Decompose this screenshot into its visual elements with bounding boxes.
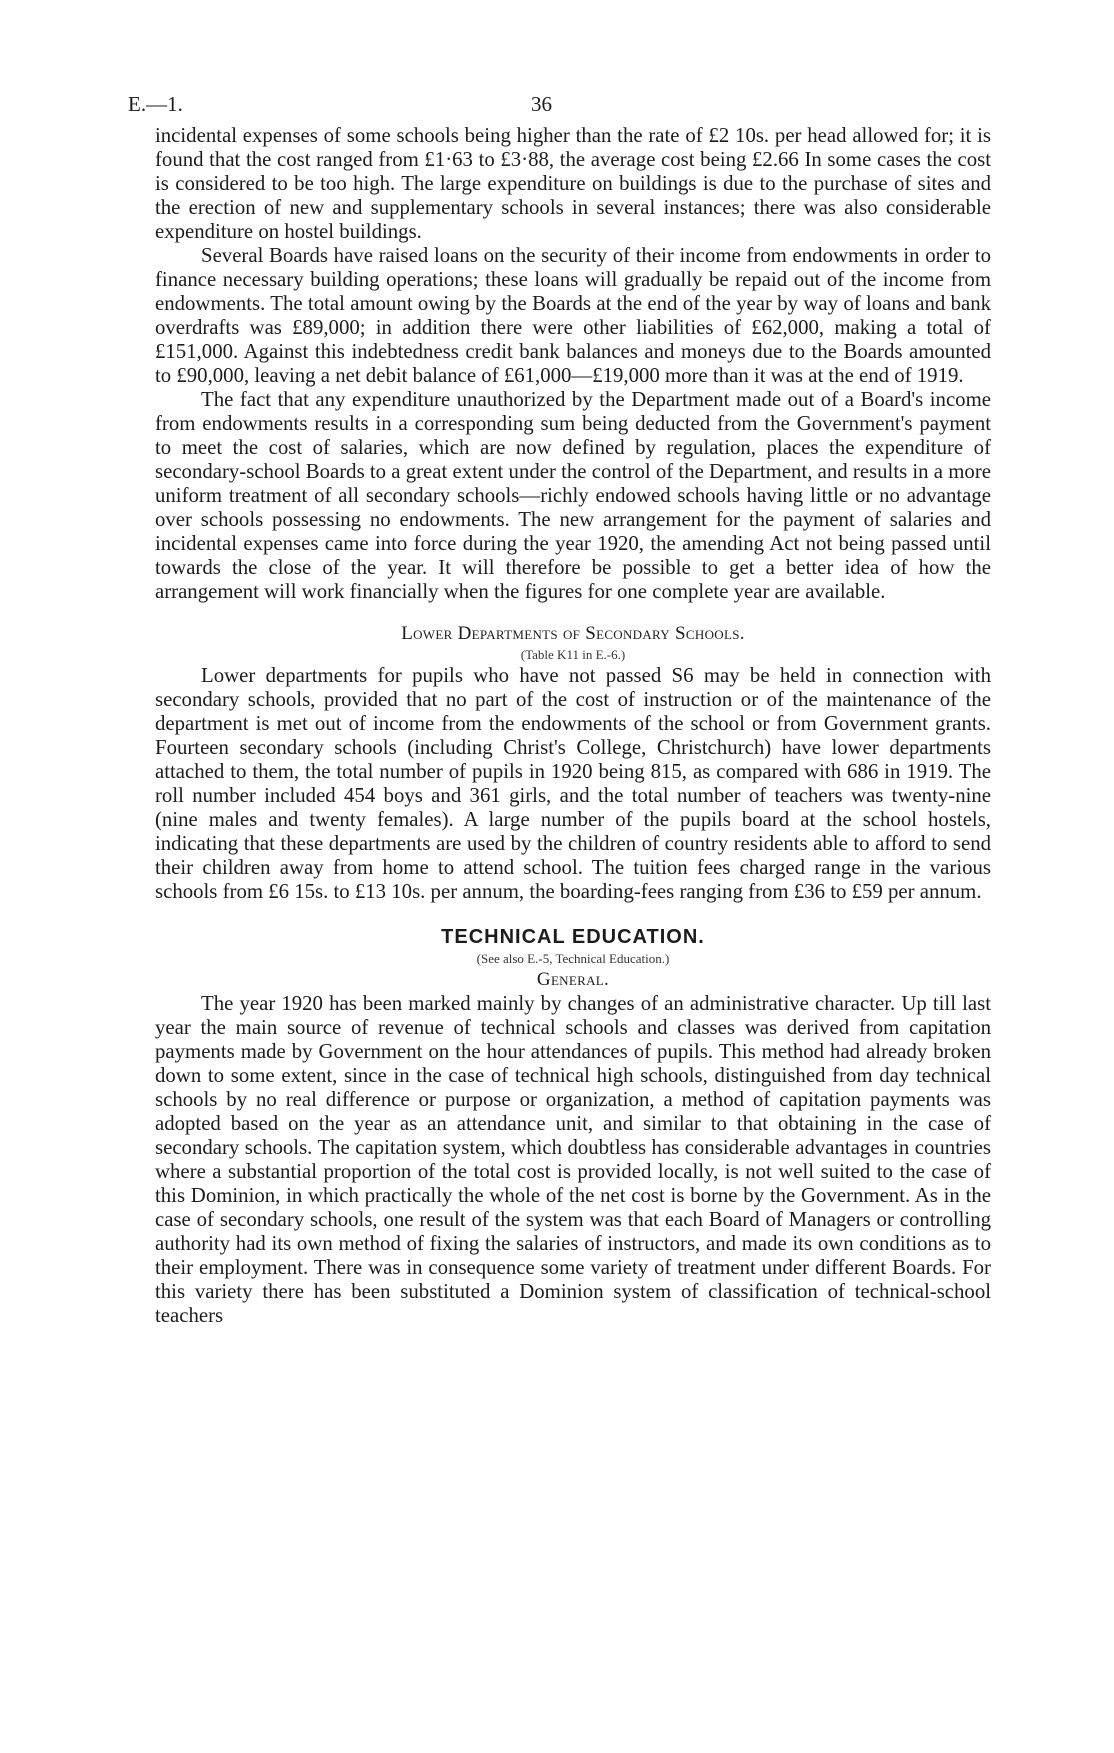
page-number: 36 xyxy=(531,92,552,116)
subheading-general: General. xyxy=(536,969,610,990)
paragraph-unauthorized-expenditure: The fact that any expenditure unauthorized by the Department made out of a Board's income from endowments results in a corresponding sum being deducted from the Government's payment to meet the cost of salaries, which are now defined by regulation, places the expenditure of secondary-school Boards to a great extent under the control of the Department, and results in a more uniform treatment of all secondary schools—richly endowed schools having little or no advantage over schools possessing no endowments. The new arrangement for the payment of salaries and incidental expenses came into force during the year 1920, the amending Act not being passed until towards the close of the year. It will therefore be possible to get a better idea of how the arrangement will work financially when the figures for one complete year are available. xyxy=(155,388,991,603)
see-also-note: (See also E.-5, Technical Education.) xyxy=(476,951,670,966)
section-heading-technical-education: TECHNICAL EDUCATION. xyxy=(441,926,705,948)
section-heading-lower-departments: Lower Departments of Secondary Schools. xyxy=(401,623,745,644)
paragraph-technical-general: The year 1920 has been marked mainly by changes of an administrative character. Up till last year the main source of revenue of technical schools and classes was derived from capitation payments made by Government on the hour attendances of pupils. This method had already broken down to some extent, since in the case of technical high schools, distinguished from day technical schools by no real difference or purpose or organization, a method of capitation payments was adopted based on the year as an attendance unit, and similar to that obtaining in the case of secondary schools. The capitation system, which doubtless has considerable advantages in countries where a substantial proportion of the total cost is provided locally, is not well suited to the case of this Dominion, in which practically the whole of the net cost is borne by the Government. As in the case of secondary schools, one result of the system was that each Board of Managers or controlling authority had its own method of fixing the salaries of instructors, and made its own conditions as to their employment. There was in consequence some variety of treatment under different Boards. For this variety there has been substituted a Dominion system of classification of technical-school teachers xyxy=(155,992,991,1327)
paragraph-continued-expenses: incidental expenses of some schools being higher than the rate of £2 10s. per head allowed for; it is found that the cost ranged from £1·63 to £3·88, the average cost being £2.66 In some cases the cost is considered to be too high. The large expenditure on buildings is due to the purchase of sites and the erection of new and supplementary schools in several instances; there was also considerable expenditure on hostel buildings. xyxy=(155,124,991,243)
paragraph-loans: Several Boards have raised loans on the security of their income from endowments in order to finance necessary building operations; these loans will gradually be repaid out of the income from endowments. The total amount owing by the Boards at the end of the year by way of loans and bank overdrafts was £89,000; in addition there were other liabilities of £62,000, making a total of £151,000. Against this indebtedness credit bank balances and moneys due to the Boards amounted to £90,000, leaving a net debit balance of £61,000—£19,000 more than it was at the end of 1919. xyxy=(155,244,991,387)
page-header xyxy=(128,92,991,124)
report-reference: E.—1. xyxy=(128,92,183,116)
document-page xyxy=(128,92,991,1328)
paragraph-lower-departments: Lower departments for pupils who have not passed S6 may be held in connection with secondary schools, provided that no part of the cost of instruction or of the maintenance of the department is met out of income from the endowments of the school or from Government grants. Fourteen secondary schools (including Christ's College, Christchurch) have lower departments attached to them, the total number of pupils in 1920 being 815, as compared with 686 in 1919. The roll number included 454 boys and 361 girls, and the total number of teachers was twenty-nine (nine males and twenty females). A large number of the pupils board at the school hostels, indicating that these departments are used by the children of country residents able to afford to send their children away from home to attend school. The tuition fees charged range in the various schools from £6 15s. to £13 10s. per annum, the boarding-fees ranging from £36 to £59 per annum. xyxy=(155,664,991,903)
table-reference-note: (Table K11 in E.-6.) xyxy=(520,647,626,662)
